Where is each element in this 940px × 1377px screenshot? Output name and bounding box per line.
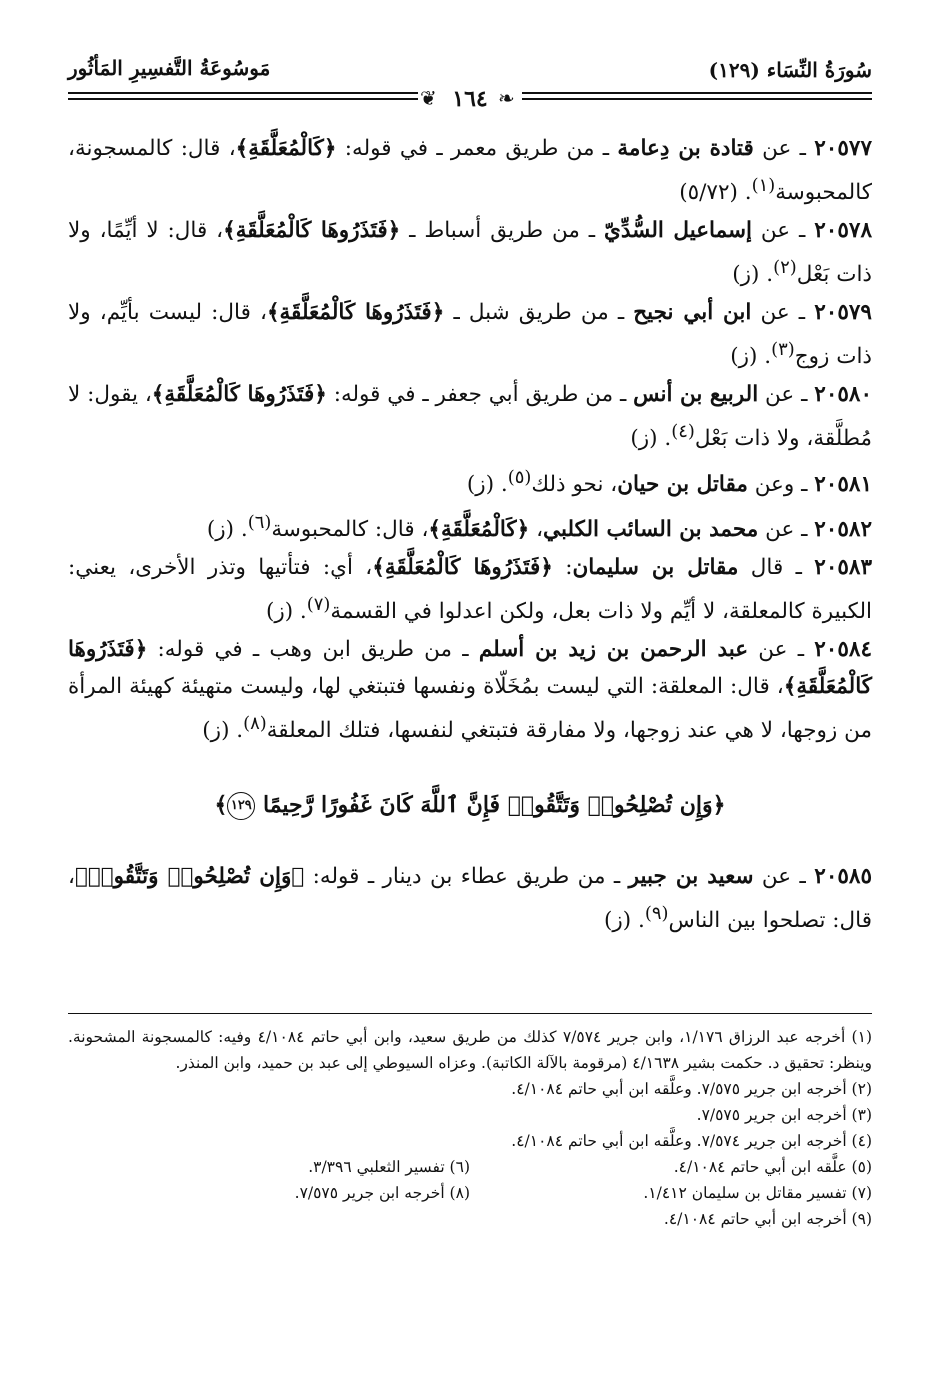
narration-number: ٢٠٥٨٤ bbox=[814, 637, 872, 663]
text: ـ من طريق شبل ـ bbox=[444, 300, 634, 326]
running-header-surah: سُورَةُ النِّسَاء (١٢٩) bbox=[708, 58, 872, 82]
narration-paragraph bbox=[68, 549, 872, 630]
footnote: (٢) أخرجه ابن جرير ٧/٥٧٥. وعلَّقه ابن أبي حاتم ٤/١٠٨٤. bbox=[511, 1080, 872, 1098]
text: ـ وعن bbox=[747, 471, 815, 497]
quran-quote: ﴿كَالْمُعَلَّقَةِ﴾ bbox=[428, 516, 530, 542]
narration-number: ٢٠٥٨٣ bbox=[814, 554, 873, 580]
footnotes bbox=[68, 1024, 872, 1232]
footnote-marker: (٣) bbox=[771, 339, 795, 361]
narrator-name: مقاتل بن حيان bbox=[617, 471, 748, 497]
narration-paragraph bbox=[68, 212, 872, 293]
text: ، أي: فتأتيها وتذر الأخرى، يعني: الكبيرة كالمعلقة، لا أيِّم ولا ذات بعل، ولكن اعدلوا في القسمة bbox=[68, 554, 872, 625]
footnote-marker: (١) bbox=[751, 175, 776, 196]
quran-verse-heading bbox=[68, 787, 872, 824]
narration-paragraph bbox=[68, 459, 872, 503]
narration-paragraph bbox=[68, 294, 872, 375]
page-number: ١٦٤ bbox=[418, 86, 522, 112]
quran-quote: ﴿فَتَذَرُوهَا كَالْمُعَلَّقَةِ﴾ bbox=[372, 554, 553, 580]
narration-number: ٢٠٥٧٨ bbox=[814, 218, 872, 244]
footnote-marker: (٦) bbox=[247, 511, 272, 533]
narration-paragraph bbox=[68, 504, 872, 548]
quran-quote: ﴿فَتَذَرُوهَا كَالْمُعَلَّقَةِ﴾ bbox=[68, 637, 872, 700]
narration-paragraph bbox=[68, 631, 872, 749]
footnote: (١) أخرجه عبد الرزاق ١/١٧٦، وابن جرير ٧/٥٧٤ كذلك من طريق سعيد، وابن أبي حاتم ٤/١٠٨٤ وفيه: كالمسجونة المشحونة. وينظر: تحقيق د. حكمت بشير ٤/١٦٣٨ (مرقومة بالآلة الكاتبة). وعزاه السيوطي إلى عبد بن حميد، وابن المنذر. bbox=[68, 1028, 872, 1072]
ornament-icon: ❧ bbox=[498, 86, 515, 110]
text: ، قال: لا أيِّمًا، ولا ذات بَعْل bbox=[68, 218, 872, 288]
footnote-row bbox=[68, 1154, 872, 1180]
narration-paragraph bbox=[68, 858, 872, 939]
reference: . (ز) bbox=[206, 516, 248, 542]
narrator-name: مقاتل بن سليمان bbox=[572, 554, 739, 580]
quran-quote: ﴿وَإِن تُصْلِحُوا۟ وَتَتَّقُوا۟﴾ bbox=[74, 864, 305, 890]
narrator-name: عبد الرحمن بن زيد بن أسلم bbox=[478, 637, 749, 663]
narration-number: ٢٠٥٨٥ bbox=[814, 864, 873, 890]
text: ، قال: المعلقة: التي ليست بمُخَلّاة ونفسها فتبتغي لها، وليست متهيئة كهيئة المرأة من زوجها، لا هي عند زوجها، ولا مفارقة فتبتغي لنفسها، فتلك المعلقة bbox=[68, 674, 872, 744]
ayah-number-marker: ١٢٩ bbox=[227, 792, 255, 820]
text: ، قال: كالمسجونة، كالمحبوسة bbox=[68, 136, 872, 206]
narration-number: ٢٠٥٨١ bbox=[814, 471, 872, 497]
running-header-book-title: مَوسُوعَةُ التَّفسِيرِ المَأثُور bbox=[68, 56, 271, 80]
reference: . (٥/٧٢) bbox=[679, 180, 752, 206]
text: ـ من طريق ابن وهب ـ في قوله: bbox=[147, 637, 479, 663]
narrator-name: سعيد بن جبير bbox=[628, 864, 754, 890]
footnote: (٩) أخرجه ابن أبي حاتم ٤/١٠٨٤. bbox=[663, 1210, 872, 1228]
footnote: (٥) علَّقه ابن أبي حاتم ٤/١٠٨٤. bbox=[673, 1158, 872, 1176]
narrator-name: قتادة بن دِعامة bbox=[617, 136, 754, 161]
footnote-marker: (٨) bbox=[243, 713, 267, 735]
text: ـ من طريق أبي جعفر ـ في قوله: bbox=[326, 382, 634, 408]
narration-paragraph bbox=[68, 376, 872, 457]
main-text bbox=[68, 130, 872, 940]
quran-quote: ﴿كَالْمُعَلَّقَةِ﴾ bbox=[235, 136, 337, 161]
footnote: (٦) تفسير الثعلبي ٣/٣٩٦. bbox=[308, 1158, 470, 1176]
reference: . (ز) bbox=[732, 262, 774, 288]
quran-quote: ﴿فَتَذَرُوهَا كَالْمُعَلَّقَةِ﴾ bbox=[266, 300, 445, 326]
narrator-name: الربيع بن أنس bbox=[633, 382, 759, 408]
footnote: (٤) أخرجه ابن جرير ٧/٥٧٤. وعلَّقه ابن أبي حاتم ٤/١٠٨٤. bbox=[511, 1132, 872, 1150]
footnote-marker: (٩) bbox=[644, 903, 669, 925]
narrator-name: محمد بن السائب الكلبي bbox=[543, 516, 759, 542]
text: ـ عن bbox=[753, 864, 815, 890]
reference: . (ز) bbox=[202, 718, 244, 744]
text: ، bbox=[529, 516, 544, 542]
text: ـ من طريق أسباط ـ bbox=[400, 218, 605, 244]
text: ـ من طريق معمر ـ في قوله: bbox=[336, 136, 618, 161]
ornament-icon: ❦ bbox=[420, 86, 437, 110]
text: ـ عن bbox=[751, 300, 815, 326]
narrator-name: ابن أبي نجيح bbox=[633, 300, 752, 326]
footnote: (٣) أخرجه ابن جرير ٧/٥٧٥. bbox=[696, 1106, 872, 1124]
footnote-marker: (٥) bbox=[507, 466, 532, 488]
text: ، قال: ليست بأيِّم، ولا ذات زوج bbox=[68, 300, 872, 370]
text: ـ عن bbox=[753, 136, 815, 161]
reference: . (ز) bbox=[630, 426, 672, 452]
quran-quote: ﴿فَتَذَرُوهَا كَالْمُعَلَّقَةِ﴾ bbox=[223, 218, 401, 244]
footnote-separator bbox=[68, 1013, 872, 1014]
quran-quote: ﴿فَتَذَرُوهَا كَالْمُعَلَّقَةِ﴾ bbox=[151, 382, 327, 408]
narration-number: ٢٠٥٨٠ bbox=[814, 382, 873, 408]
narration-number: ٢٠٥٨٢ bbox=[814, 516, 872, 542]
text: ، نحو ذلك bbox=[531, 471, 618, 497]
text: ـ من طريق عطاء بن دينار ـ قوله: bbox=[304, 864, 629, 890]
text: : bbox=[552, 554, 573, 580]
text: ، قال: كالمحبوسة bbox=[271, 516, 429, 542]
reference: . (ز) bbox=[466, 471, 508, 497]
text: ـ عن bbox=[752, 218, 815, 244]
text: ـ عن bbox=[758, 516, 815, 542]
reference: . (ز) bbox=[604, 908, 645, 934]
text: ـ عن bbox=[758, 382, 815, 408]
narrator-name: إسماعيل السُّدِّيّ bbox=[604, 218, 752, 244]
footnote: (٨) أخرجه ابن جرير ٧/٥٧٥. bbox=[294, 1184, 470, 1202]
narration-number: ٢٠٥٧٧ bbox=[814, 136, 872, 161]
reference: . (ز) bbox=[730, 344, 772, 370]
footnote-marker: (٧) bbox=[306, 593, 331, 615]
narration-paragraph bbox=[68, 130, 872, 211]
text: ، قال: تصلحوا بين الناس bbox=[68, 864, 872, 934]
footnote-row bbox=[68, 1180, 872, 1206]
verse-text: ﴿وَإِن تُصْلِحُوا۟ وَتَتَّقُوا۟ فَإِنَّ ٱللَّهَ كَانَ غَفُورًا رَّحِيمًا bbox=[263, 792, 726, 819]
footnote-marker: (٤) bbox=[671, 421, 695, 443]
text: ـ عن bbox=[748, 637, 815, 663]
text: ـ قال bbox=[738, 554, 815, 580]
narration-number: ٢٠٥٧٩ bbox=[814, 300, 872, 326]
reference: . (ز) bbox=[265, 599, 307, 625]
text: ، يقول: لا مُطلَّقة، ولا ذات بَعْل bbox=[68, 382, 872, 452]
footnote-marker: (٢) bbox=[773, 257, 797, 279]
footnote: (٧) تفسير مقاتل بن سليمان ١/٤١٢. bbox=[643, 1184, 872, 1202]
verse-close-bracket: ﴾ bbox=[214, 792, 228, 819]
